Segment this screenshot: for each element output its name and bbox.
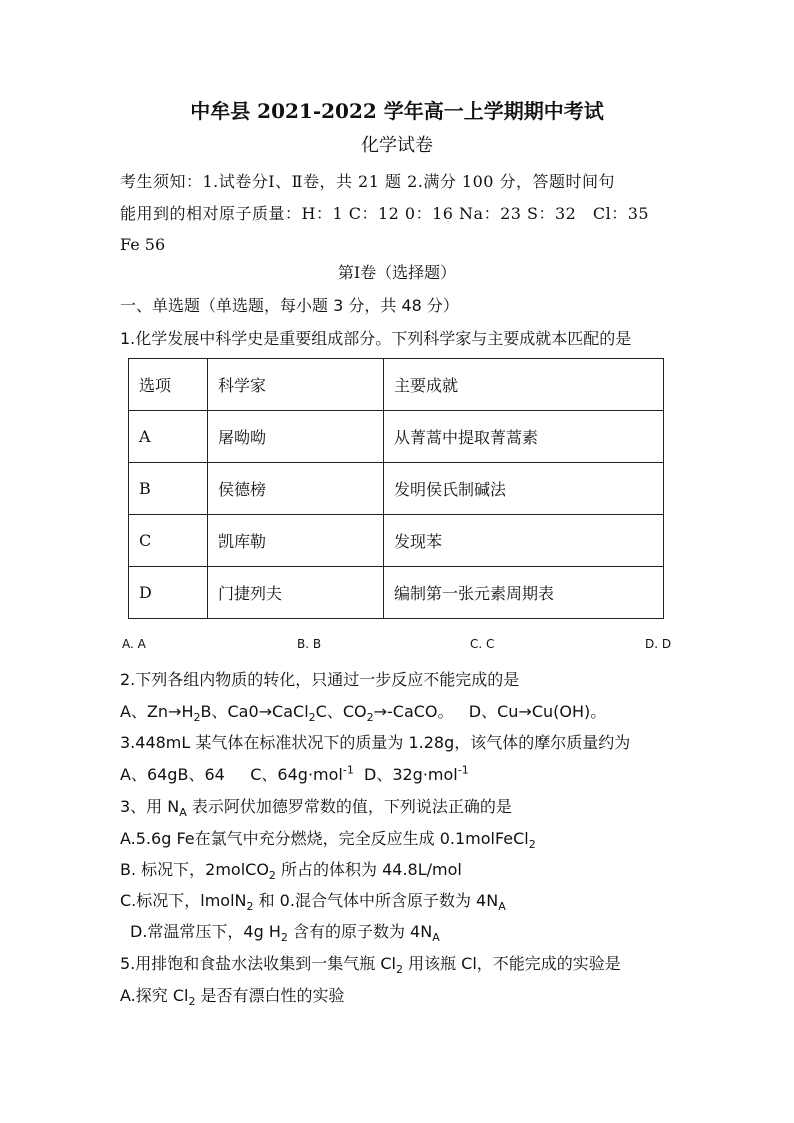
table-cell: D bbox=[129, 567, 208, 619]
q5-option-a bbox=[120, 986, 345, 1009]
q4-option-d bbox=[130, 922, 440, 945]
table-row bbox=[129, 411, 664, 463]
atomic-mass-line-2: Fe 56 bbox=[120, 235, 166, 254]
table-header-cell: 科学家 bbox=[208, 359, 384, 411]
q5-stem bbox=[120, 954, 621, 977]
subscript: A bbox=[179, 806, 187, 820]
q4-option-d-rest: 含有的原子数为 4N bbox=[287, 922, 433, 941]
table-row bbox=[129, 515, 664, 567]
q4-option-b-text: B. 标况下，2molCO bbox=[120, 860, 269, 879]
q1-stem: 1.化学发展中科学史是重要组成部分。下列科学家与主要成就本匹配的是 bbox=[120, 329, 632, 348]
q1-option-b: B. B bbox=[297, 637, 322, 651]
table-cell: C bbox=[129, 515, 208, 567]
q4-option-b-rest: 所占的体积为 44.8L/mol bbox=[275, 860, 462, 879]
q2-stem: 2.下列各组内物质的转化，只通过一步反应不能完成的是 bbox=[120, 670, 520, 689]
subscript: 2 bbox=[246, 900, 254, 914]
subscript: A bbox=[432, 931, 440, 945]
q5-stem-post: 用该瓶 Cl，不能完成的实验是 bbox=[402, 954, 621, 973]
q1-option-a: A. A bbox=[122, 637, 146, 651]
q3-option-b: B、64 bbox=[177, 765, 225, 784]
atomic-mass-line: 能用到的相对原子质量：H：1 C：12 0：16 Na：23 S：32 Cl：35 bbox=[120, 204, 650, 223]
q1-table bbox=[128, 358, 664, 619]
subscript: 2 bbox=[268, 869, 276, 883]
q4-stem bbox=[120, 797, 512, 820]
q3-stem: 3.448mL 某气体在标准状况下的质量为 1.28g，该气体的摩尔质量约为 bbox=[120, 733, 631, 752]
exam-subtitle: 化学试卷 bbox=[361, 135, 433, 156]
q5-option-a-text: A.探究 Cl bbox=[120, 986, 189, 1005]
table-header-cell: 主要成就 bbox=[384, 359, 664, 411]
table-row bbox=[129, 567, 664, 619]
exam-notice: 考生须知：1.试卷分Ⅰ、Ⅱ卷，共 21 题 2.满分 100 分，答题时间句 bbox=[120, 172, 616, 191]
q2-options bbox=[120, 702, 607, 725]
table-cell: A bbox=[129, 411, 208, 463]
q2-option-a: A、Zn→H bbox=[120, 702, 194, 721]
section-heading: 第Ⅰ卷（选择题） bbox=[337, 263, 457, 282]
subscript: 2 bbox=[308, 711, 316, 725]
table-cell: B bbox=[129, 463, 208, 515]
superscript: -1 bbox=[342, 763, 354, 777]
q2-option-d: D、Cu→Cu(OH)。 bbox=[468, 702, 607, 721]
superscript: -1 bbox=[457, 763, 469, 777]
table-cell: 从菁蒿中提取菁蒿素 bbox=[384, 411, 664, 463]
table-cell: 门捷列夫 bbox=[208, 567, 384, 619]
q3-option-c: C、64g·mol bbox=[250, 765, 343, 784]
table-cell: 侯德榜 bbox=[208, 463, 384, 515]
table-cell: 编制第一张元素周期表 bbox=[384, 567, 664, 619]
subscript: 2 bbox=[528, 838, 536, 852]
table-row bbox=[129, 463, 664, 515]
subscript: 2 bbox=[395, 963, 403, 977]
q4-option-d-text: D.常温常压下，4g H bbox=[130, 922, 281, 941]
q5-option-a-rest: 是否有漂白性的实验 bbox=[195, 986, 345, 1005]
q4-option-c-rest: 和 0.混合气体中所含原子数为 4N bbox=[253, 891, 499, 910]
q4-option-c bbox=[120, 891, 506, 914]
q4-stem-pre: 3、用 N bbox=[120, 797, 180, 816]
subscript: A bbox=[498, 900, 506, 914]
q3-option-a: A、64g bbox=[120, 765, 178, 784]
q4-stem-post: 表示阿伏加德罗常数的值，下列说法正确的是 bbox=[186, 797, 512, 816]
table-cell: 凯库勒 bbox=[208, 515, 384, 567]
table-cell: 发现苯 bbox=[384, 515, 664, 567]
subscript: 2 bbox=[193, 711, 201, 725]
exam-title: 中牟县 2021-2022 学年高一上学期期中考试 bbox=[190, 99, 604, 123]
table-cell: 发明侯氏制碱法 bbox=[384, 463, 664, 515]
q5-stem-pre: 5.用排饱和食盐水法收集到一集气瓶 Cl bbox=[120, 954, 396, 973]
q2-option-c-rest: →-CaCO。 bbox=[373, 702, 454, 721]
q4-option-a bbox=[120, 829, 536, 852]
table-cell: 屠呦呦 bbox=[208, 411, 384, 463]
q2-option-b: B、Ca0→CaCl bbox=[200, 702, 309, 721]
part-heading: 一、单选题（单选题，每小题 3 分，共 48 分） bbox=[120, 296, 459, 315]
table-header-row bbox=[129, 359, 664, 411]
subscript: 2 bbox=[188, 995, 196, 1009]
q2-option-c: C、CO bbox=[315, 702, 367, 721]
q4-option-b bbox=[120, 860, 462, 883]
q3-options bbox=[120, 765, 469, 785]
q3-option-d: D、32g·mol bbox=[364, 765, 458, 784]
q4-option-a-text: A.5.6g Fe在氯气中充分燃烧，完全反应生成 0.1molFeCl bbox=[120, 829, 529, 848]
subscript: 2 bbox=[366, 711, 374, 725]
table-header-cell: 选项 bbox=[129, 359, 208, 411]
q1-option-d: D. D bbox=[645, 637, 672, 651]
q1-option-c: C. C bbox=[470, 637, 495, 651]
q4-option-c-text: C.标况下，lmolN bbox=[120, 891, 247, 910]
subscript: 2 bbox=[280, 931, 288, 945]
